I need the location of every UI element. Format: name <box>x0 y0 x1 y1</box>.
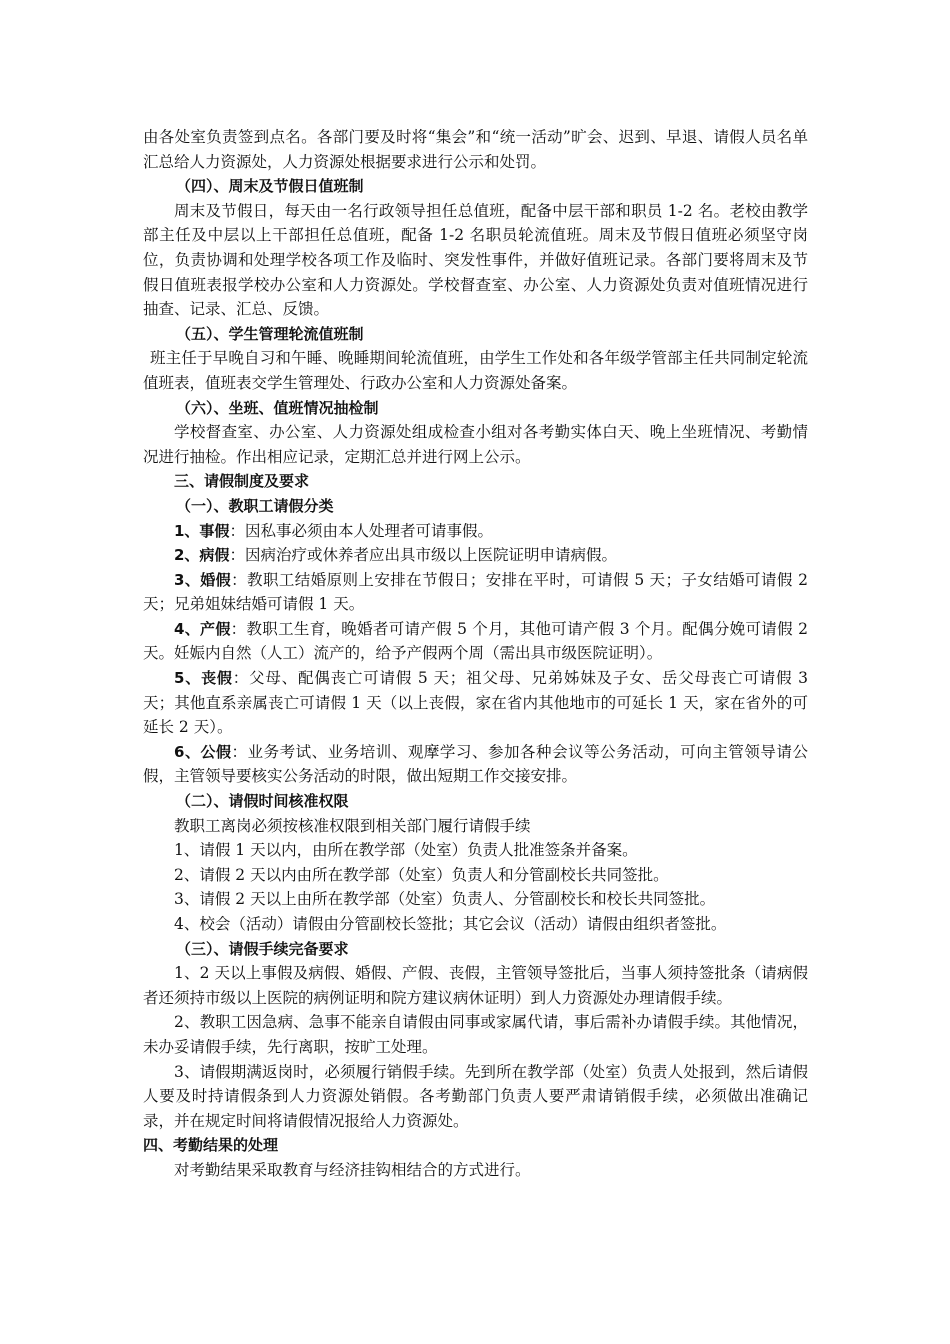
leave-label: 3、婚假 <box>174 570 232 589</box>
heading-spot-check: （六）、坐班、值班情况抽检制 <box>176 398 379 417</box>
heading-procedure-requirements: （三）、请假手续完备要求 <box>176 939 349 958</box>
leave-text: ：业务考试、业务培训、观摩学习、参加各种会议等公务活动，可向主管领导请公假，主管领导要核实公务活动的时限，做出短期工作交接安排。 <box>143 742 808 786</box>
approval-item: 4、校会（活动）请假由分管副校长签批；其它会议（活动）请假由组织者签批。 <box>174 915 727 933</box>
heading-leave-types: （一）、教职工请假分类 <box>176 496 334 515</box>
leave-item-maternity <box>143 617 808 666</box>
requirement-item: 1、2 天以上事假及病假、婚假、产假、丧假，主管领导签批后，当事人须持签批条（请病假者还须持市级以上医院的病例证明和院方建议病休证明）到人力资源处办理请假手续。 <box>143 964 808 1007</box>
paragraph-attendance-results: 对考勤结果采取教育与经济挂钩相结合的方式进行。 <box>174 1160 531 1179</box>
leave-item-marriage <box>143 568 808 617</box>
heading-leave-system: 三、请假制度及要求 <box>174 472 310 491</box>
leave-text: ：因病治疗或休养者应出具市级以上医院证明申请病假。 <box>229 546 617 565</box>
leave-item-bereavement <box>143 666 808 740</box>
paragraph-checkin: 由各处室负责签到点名。各部门要及时将“集会”和“统一活动”旷会、迟到、早退、请假人员名单汇总给人力资源处，人力资源处根据要求进行公示和处罚。 <box>143 128 808 171</box>
paragraph-spot-check: 学校督查室、办公室、人力资源处组成检查小组对各考勤实体白天、晚上坐班情况、考勤情况进行抽检。作出相应记录，定期汇总并进行网上公示。 <box>143 423 808 466</box>
leave-item-official <box>143 740 808 789</box>
approval-item: 2、请假 2 天以内由所在教学部（处室）负责人和分管副校长共同签批。 <box>174 865 669 884</box>
approval-item: 1、请假 1 天以内，由所在教学部（处室）负责人批准签条并备案。 <box>174 841 638 860</box>
paragraph-student-duty: 班主任于早晚自习和午睡、晚睡期间轮流值班，由学生工作处和各年级学管部主任共同制定轮流值班表，值班表交学生管理处、行政办公室和人力资源处备案。 <box>143 349 808 392</box>
leave-label: 5、丧假 <box>174 669 233 688</box>
requirement-item: 3、请假期满返岗时，必须履行销假手续。先到所在教学部（处室）负责人处报到，然后请假人要及时持请假条到人力资源处销假。各考勤部门负责人要严肃请销假手续，必须做出准确记录，并在规定时间将请假情况报给人力资源处。 <box>143 1062 808 1130</box>
leave-item-sick <box>143 543 808 568</box>
paragraph-approval-intro: 教职工离岗必须按核准权限到相关部门履行请假手续 <box>174 816 531 835</box>
leave-text: ：因私事必须由本人处理者可请事假。 <box>229 521 493 540</box>
heading-attendance-results: 四、考勤结果的处理 <box>143 1136 279 1155</box>
leave-label: 6、公假 <box>174 742 232 761</box>
leave-text: ：父母、配偶丧亡可请假 5 天；祖父母、兄弟姊妹及子女、岳父母丧亡可请假 3 天；其他直系亲属丧亡可请假 1 天（以上丧假，家在省内其他地市的可延长 1 天，家在省外的可延长 2 天）。 <box>143 669 809 737</box>
heading-student-duty: （五）、学生管理轮流值班制 <box>176 324 364 343</box>
leave-label: 1、事假 <box>174 521 230 540</box>
heading-weekend-duty: （四）、周末及节假日值班制 <box>176 177 364 196</box>
requirement-item: 2、教职工因急病、急事不能亲自请假由同事或家属代请，事后需补办请假手续。其他情况，未办妥请假手续，先行离职，按旷工处理。 <box>143 1013 808 1056</box>
document-body <box>143 125 808 1183</box>
approval-item: 3、请假 2 天以上由所在教学部（处室）负责人、分管副校长和校长共同签批。 <box>174 890 716 909</box>
leave-text: ：教职工生育，晚婚者可请产假 5 个月，其他可请产假 3 个月。配偶分娩可请假 2 天。妊娠内自然（人工）流产的，给予产假两个周（需出具市级医院证明）。 <box>143 619 809 663</box>
leave-label: 2、病假 <box>174 546 230 565</box>
paragraph-weekend-duty: 周末及节假日，每天由一名行政领导担任总值班，配备中层干部和职员 1-2 名。老校由教学部主任及中层以上干部担任总值班，配备 1-2 名职员轮流值班。周末及节假日值班必须坚守岗位，负责协调和处理学校各项工作及临时、突发性事件，并做好值班记录。各部门要将周末及节假日值班表报学校办公室和人力资源处。学校督查室、办公室、人力资源处负责对值班情况进行抽查、记录、汇总、反馈。 <box>143 201 808 319</box>
leave-label: 4、产假 <box>174 619 231 638</box>
heading-approval-authority: （二）、请假时间核准权限 <box>176 792 349 811</box>
leave-item-personal <box>143 519 808 544</box>
leave-text: ：教职工结婚原则上安排在节假日；安排在平时，可请假 5 天；子女结婚可请假 2 天；兄弟姐妹结婚可请假 1 天。 <box>143 570 808 614</box>
